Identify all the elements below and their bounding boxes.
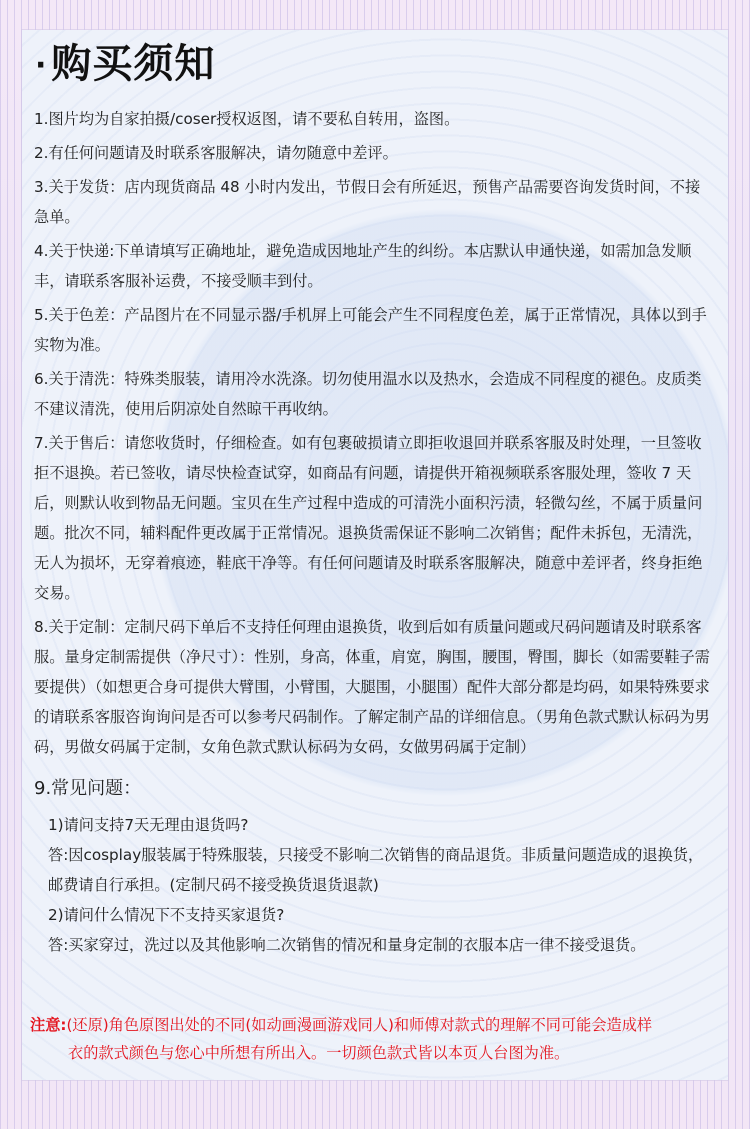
- notice-line-1: [30, 1011, 720, 1039]
- item-service: 2.有任何问题请及时联系客服解决，请勿随意中差评。: [34, 144, 398, 162]
- faq-question: 2)请问什么情况下不支持买家退货?: [48, 906, 285, 924]
- faq-answer: 答:因cosplay服装属于特殊服装，只接受不影响二次销售的商品退货。非质量问题造成的退换货，邮费请自行承担。(定制尺码不接受换货退货退款): [48, 846, 704, 894]
- notice-body: [34, 104, 714, 960]
- notice-label: 注意:: [30, 1016, 67, 1034]
- notice-text-1: (还原)角色原图出处的不同(如动画漫画游戏同人)和师傅对款式的理解不同可能会造成样: [66, 1016, 653, 1034]
- faq-heading: 9.常见问题：: [34, 778, 142, 799]
- title-bullet: ·: [35, 48, 48, 83]
- item-shipping: 3.关于发货：店内现货商品 48 小时内发出，节假日会有所延迟，预售产品需要咨询发货时间，不接急单。: [34, 178, 701, 226]
- item-aftersale: 7.关于售后：请您收货时，仔细检查。如有包裹破损请立即拒收退回并联系客服及时处理，一旦签收拒不退换。若已签收，请尽快检查试穿，如商品有问题，请提供开箱视频联系客服处理，签收 7 天后，则默认收到物品无问题。宝贝在生产过程中造成的可清洗小面积污渍，轻微勾丝，不属于质量问题。批次不同，辅料配件更改属于正常情况。退换货需保证不影响二次销售；配件未拆包，无清洗，无人为损坏，无穿着痕迹，鞋底干净等。有任何问题请及时联系客服解决，随意中差评者，终身拒绝交易。: [34, 434, 703, 602]
- item-copyright: 1.图片均为自家拍摄/coser授权返图，请不要私自转用，盗图。: [34, 110, 460, 128]
- faq-answer: 答:买家穿过，洗过以及其他影响二次销售的情况和量身定制的衣服本店一律不接受退货。: [48, 936, 646, 954]
- faq-section: [34, 774, 714, 960]
- item-cleaning: 6.关于清洗：特殊类服装，请用冷水洗涤。切勿使用温水以及热水，会造成不同程度的褪色。皮质类不建议清洗，使用后阴凉处自然晾干再收纳。: [34, 370, 702, 418]
- notice-text-2: 衣的款式颜色与您心中所想有所出入。一切颜色款式皆以本页人台图为准。: [68, 1044, 570, 1062]
- faq-question: 1)请问支持7天无理由退货吗?: [48, 816, 249, 834]
- item-custom: 8.关于定制：定制尺码下单后不支持任何理由退换货，收到后如有质量问题或尺码问题请及时联系客服。量身定制需提供（净尺寸）：性别，身高，体重，肩宽，胸围，腰围，臀围，脚长（如需要鞋子需要提供）（如想更合身可提供大臂围，小臂围，大腿围，小腿围）配件大部分都是均码，如果特殊要求的请联系客服咨询询问是否可以参考尺码制作。了解定制产品的详细信息。（男角色款式默认标码为男码，男做女码属于定制，女角色款式默认标码为女码，女做男码属于定制）: [34, 618, 710, 756]
- red-notice: [30, 1011, 720, 1067]
- page-title: [35, 41, 216, 87]
- title-text: 购买须知: [51, 41, 216, 87]
- item-color: 5.关于色差：产品图片在不同显示器/手机屏上可能会产生不同程度色差，属于正常情况，具体以到手实物为准。: [34, 306, 707, 354]
- item-courier: 4.关于快递:下单请填写正确地址，避免造成因地址产生的纠纷。本店默认申通快递，如需加急发顺丰，请联系客服补运费，不接受顺丰到付。: [34, 242, 692, 290]
